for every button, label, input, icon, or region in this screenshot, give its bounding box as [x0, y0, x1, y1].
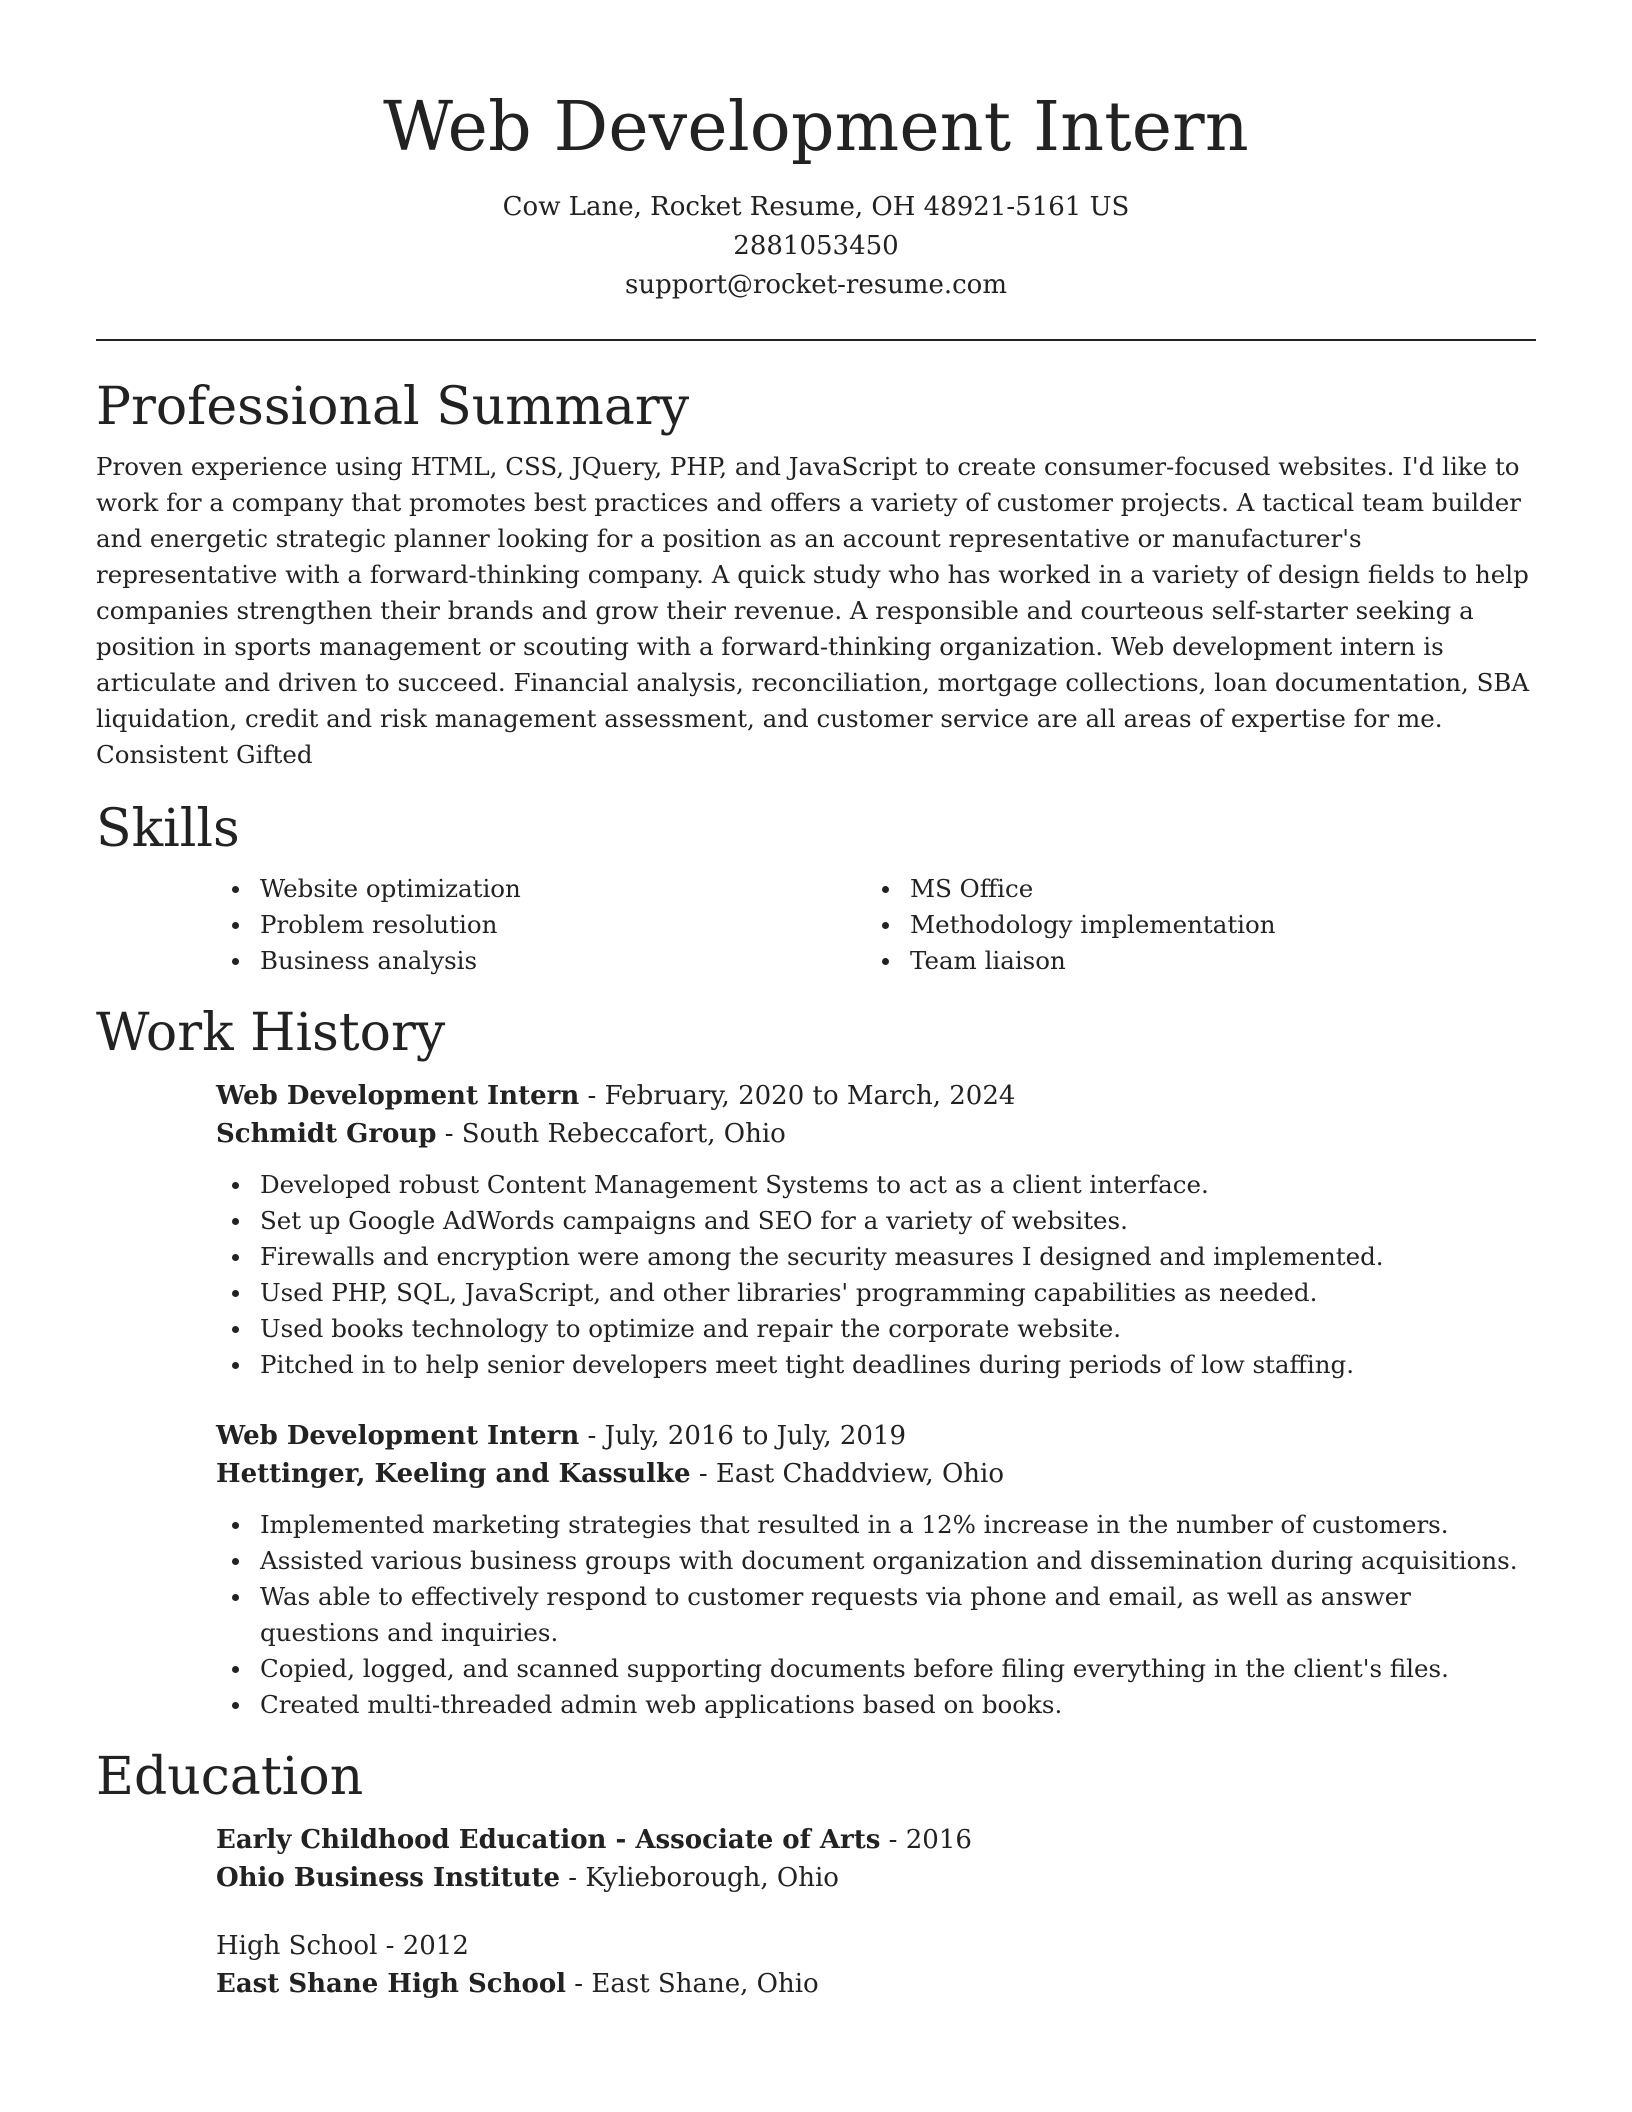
work-history-section: [96, 1001, 1536, 1723]
education-degree-line: High School - 2012: [216, 1931, 469, 1961]
job-bullet: Developed robust Content Management Systems to act as a client interface.: [260, 1167, 1536, 1203]
education-location: Kylieborough, Ohio: [585, 1863, 839, 1893]
header-divider: [96, 339, 1536, 341]
job-bullet: Implemented marketing strategies that resulted in a 12% increase in the number of customers.: [260, 1507, 1536, 1543]
job-location: South Rebeccafort, Ohio: [461, 1119, 786, 1149]
education-degree-line: Early Childhood Education - Associate of Arts - 2016: [216, 1825, 972, 1855]
skill-item: Team liaison: [910, 943, 1516, 979]
skill-item: Problem resolution: [260, 907, 866, 943]
job-bullet: Assisted various business groups with document organization and dissemination during acquisitions.: [260, 1543, 1536, 1579]
job-company: Schmidt Group: [216, 1119, 437, 1149]
summary-text: Proven experience using HTML, CSS, JQuery, PHP, and JavaScript to create consumer-focused websites. I'd like to work for a company that promotes best practices and offers a variety of customer projects. A tactical team builder and energetic strategic planner looking for a position as an account representative or manufacturer's representative with a forward-thinking company. A quick study who has worked in a variety of design fields to help companies strengthen their brands and grow their revenue. A responsible and courteous self-starter seeking a position in sports management or scouting with a forward-thinking organization. Web development intern is articulate and driven to succeed. Financial analysis, reconciliation, mortgage collections, loan documentation, SBA liquidation, credit and risk management assessment, and customer service are all areas of expertise for me. Consistent Gifted: [96, 452, 1530, 769]
skills-list-right: [866, 871, 1516, 979]
contact-phone: 2881053450: [733, 231, 899, 261]
job-bullet: Was able to effectively respond to customer requests via phone and email, as well as answer questions and inquiries.: [260, 1579, 1536, 1651]
education-entry: [216, 1821, 1536, 1897]
job-company: Hettinger, Keeling and Kassulke: [216, 1459, 691, 1489]
education-location: East Shane, Ohio: [591, 1969, 819, 1999]
skill-item: MS Office: [910, 871, 1516, 907]
job-dates: February, 2020 to March, 2024: [604, 1081, 1016, 1111]
job-bullet: Pitched in to help senior developers meet tight deadlines during periods of low staffing.: [260, 1347, 1536, 1383]
education-school-line: East Shane High School - East Shane, Ohio: [216, 1969, 819, 1999]
section-title-work: Work History: [96, 1003, 446, 1063]
skill-item: Website optimization: [260, 871, 866, 907]
contact-address: Cow Lane, Rocket Resume, OH 48921-5161 US: [502, 192, 1130, 222]
skill-item: Methodology implementation: [910, 907, 1516, 943]
education-school: East Shane High School: [216, 1969, 567, 1999]
skills-list-left: [216, 871, 866, 979]
job-bullet: Firewalls and encryption were among the security measures I designed and implemented.: [260, 1239, 1536, 1275]
education-degree: Early Childhood Education - Associate of Arts: [216, 1825, 881, 1855]
contact-info: [96, 188, 1536, 305]
job-bullets: [216, 1507, 1536, 1723]
job-company-line: Schmidt Group - South Rebeccafort, Ohio: [216, 1119, 786, 1149]
job-role: Web Development Intern: [216, 1421, 580, 1451]
skills-grid: [216, 871, 1536, 979]
job-bullet: Set up Google AdWords campaigns and SEO for a variety of websites.: [260, 1203, 1536, 1239]
job-bullet: Used PHP, SQL, JavaScript, and other libraries' programming capabilities as needed.: [260, 1275, 1536, 1311]
education-section: [96, 1745, 1536, 2003]
resume-title: Web Development Intern: [383, 88, 1249, 167]
section-title-education: Education: [96, 1747, 364, 1807]
job-role: Web Development Intern: [216, 1081, 580, 1111]
resume-header: [96, 0, 1536, 305]
job-bullet: Used books technology to optimize and repair the corporate website.: [260, 1311, 1536, 1347]
skills-section: [96, 797, 1536, 979]
job-company-line: Hettinger, Keeling and Kassulke - East Chaddview, Ohio: [216, 1459, 1004, 1489]
education-year: 2012: [402, 1931, 469, 1961]
job-bullet: Created multi-threaded admin web applications based on books.: [260, 1687, 1536, 1723]
skill-item: Business analysis: [260, 943, 866, 979]
education-school-line: Ohio Business Institute - Kylieborough, Ohio: [216, 1863, 839, 1893]
education-entry: [216, 1927, 1536, 2003]
section-title-skills: Skills: [96, 799, 240, 859]
job-bullets: [216, 1167, 1536, 1383]
job-role-line: Web Development Intern - February, 2020 to March, 2024: [216, 1081, 1016, 1111]
job-entry: [216, 1417, 1536, 1723]
job-location: East Chaddview, Ohio: [715, 1459, 1004, 1489]
job-entry: [216, 1077, 1536, 1383]
job-bullet: Copied, logged, and scanned supporting documents before filing everything in the client's files.: [260, 1651, 1536, 1687]
education-degree: High School: [216, 1931, 378, 1961]
education-year: 2016: [905, 1825, 972, 1855]
job-role-line: Web Development Intern - July, 2016 to July, 2019: [216, 1421, 907, 1451]
section-title-summary: Professional Summary: [96, 377, 690, 437]
contact-email: support@rocket-resume.com: [624, 270, 1007, 300]
job-dates: July, 2016 to July, 2019: [604, 1421, 907, 1451]
education-school: Ohio Business Institute: [216, 1863, 561, 1893]
professional-summary-section: [96, 375, 1536, 773]
